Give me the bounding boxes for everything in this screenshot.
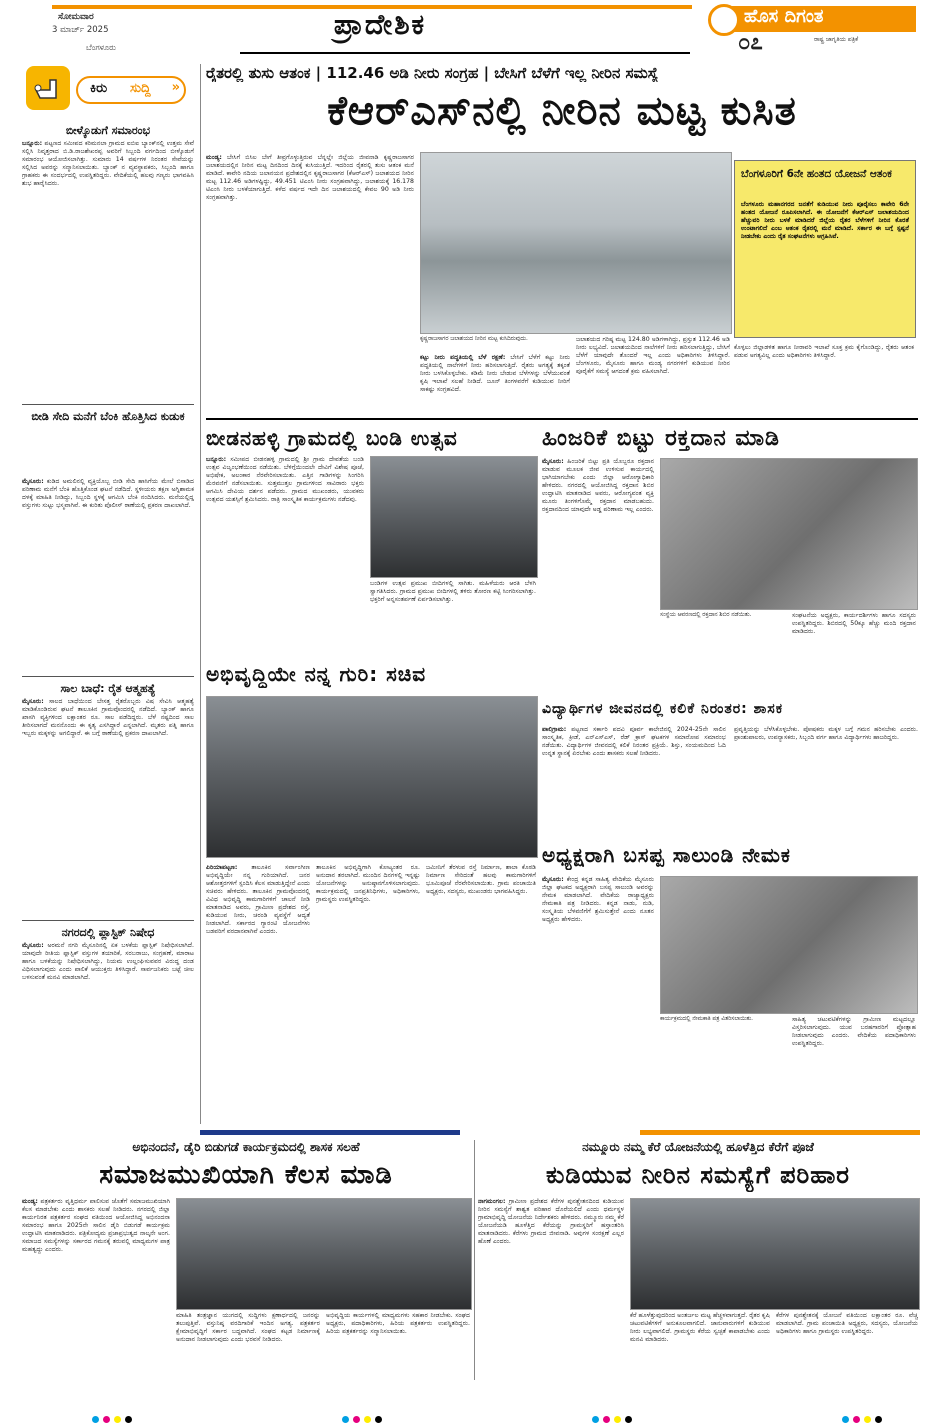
blood-photo-caption: ಸಂಸ್ಥೆಯ ಆವರಣದಲ್ಲಿ ರಕ್ತದಾನ ಶಿಬಿರ ನಡೆಯಿತು. — [660, 612, 752, 618]
kirusuddi-header — [26, 66, 186, 110]
samaja-kicker: ಅಭಿನಂದನೆ, ಡೈರಿ ಬಿಡುಗಡೆ ಕಾರ್ಯಕ್ರಮದಲ್ಲಿ ಶಾಸಕ ಸಲಹೆ — [132, 1140, 360, 1154]
registration-marks-center — [340, 1408, 384, 1427]
box-body: ಬೆಂಗಳೂರು ಮಹಾನಗರದ ಜನತೆಗೆ ಕುಡಿಯುವ ನೀರು ಪೂರೈಸಲು ಕಾವೇರಿ 6ನೇ ಹಂತದ ಯೋಜನೆ ರೂಪಿಸಲಾಗಿದೆ. ಈ ಯೋಜನೆಗೆ ಕೆಆರ್‌ಎಸ್ ಜಲಾಶಯದಿಂದ ಹೆಚ್ಚುವರಿ ನೀರು ಬಳಕೆ ಮಾಡಿದರೆ ಜಿಲ್ಲೆಯ ರೈತರ ಬೆಳೆಗಳಿಗೆ ನೀರಿನ ಕೊರತೆ ಉಂಟಾಗಲಿದೆ ಎಂಬ ಆತಂಕ ರೈತರಲ್ಲಿ ಮನೆ ಮಾಡಿದೆ. ಸರ್ಕಾರ ಈ ಬಗ್ಗೆ ಸ್ಪಷ್ಟನೆ ನೀಡಬೇಕು ಎಂದು ರೈತ ಸಂಘಟನೆಗಳು ಆಗ್ರಹಿಸಿವೆ. — [741, 201, 909, 240]
kiru-item-headline: ಬೀಡಿ ಸೇದಿ ಮನೆಗೆ ಬೆಂಕಿ ಹೊತ್ತಿಸಿದ ಕುಡುಕ — [31, 410, 185, 423]
adhyaksha-headline: ಅಧ್ಯಕ್ಷರಾಗಿ ಬಸಪ್ಪ ಸಾಲುಂಡಿ ನೇಮಕ — [542, 843, 791, 867]
yellow-dot — [364, 1416, 371, 1423]
registration-marks-left — [90, 1408, 134, 1427]
paper-tagline: ರಾಷ್ಟ್ರ ಜಾಗೃತಿಯ ಪತ್ರಿಕೆ — [814, 36, 859, 43]
kere-headline: ಕುಡಿಯುವ ನೀರಿನ ಸಮಸ್ಯೆಗೆ ಪರಿಹಾರ — [545, 1161, 851, 1189]
magenta-dot — [853, 1416, 860, 1423]
adhyaksha-body: ಸಾಹಿತ್ಯ ಚಟುವಟಿಕೆಗಳನ್ನು ಗ್ರಾಮೀಣ ಮಟ್ಟದಲ್ಲೂ ವಿಸ್ತರಿಸಲಾಗುವುದು. ಯುವ ಬರಹಗಾರರಿಗೆ ಪ್ರೋತ್ಸಾಹ ನೀಡಲಾಗುವುದು ಎಂದರು. ವೇದಿಕೆಯ ಪದಾಧಿಕಾರಿಗಳು ಉಪಸ್ಥಿತರಿದ್ದರು. — [792, 1016, 916, 1047]
adhyaksha-text — [542, 876, 654, 1118]
adhyaksha-body: ಕೇಂದ್ರ ಕನ್ನಡ ಸಾಹಿತ್ಯ ವೇದಿಕೆಯ ಮೈಸೂರು ಜಿಲ್ಲಾ ಘಟಕದ ಅಧ್ಯಕ್ಷರಾಗಿ ಬಸಪ್ಪ ಸಾಲುಂಡಿ ಅವರನ್ನು ನೇಮಕ ಮಾಡಲಾಗಿದೆ. ವೇದಿಕೆಯ ರಾಜ್ಯಾಧ್ಯಕ್ಷರು ನೇಮಕಾತಿ ಪತ್ರ ನೀಡಿದರು. ಕನ್ನಡ ನಾಡು, ನುಡಿ, ಸಂಸ್ಕೃತಿಯ ಬೆಳವಣಿಗೆಗೆ ಶ್ರಮಿಸುತ್ತೇನೆ ಎಂದು ನೂತನ ಅಧ್ಯಕ್ಷರು ಹೇಳಿದರು. — [542, 876, 654, 923]
lead-body: ಬೇಸಿಗೆ ಬಿಸಿಲ ಬೇಗೆ ತೀವ್ರಗೊಳ್ಳುತ್ತಿರುವ ಬೆನ್ನಲ್ಲೇ ಜಿಲ್ಲೆಯ ಜೀವನಾಡಿ ಕೃಷ್ಣರಾಜಸಾಗರ ಜಲಾಶಯದಲ್ಲಿನ ನೀರಿನ ಮಟ್ಟ ದಿನದಿಂದ ದಿನಕ್ಕೆ ಕುಸಿಯುತ್ತಿದೆ. ಇದರಿಂದ ರೈತರಲ್ಲಿ ತುಸು ಆತಂಕ ಮನೆ ಮಾಡಿದೆ. ಕಾವೇರಿ ನದಿಯ ಜಲಾನಯನ ಪ್ರದೇಶದಲ್ಲಿನ ಕೃಷ್ಣರಾಜಸಾಗರ (ಕೆಆರ್‌ಎಸ್) ಜಲಾಶಯದ ನೀರಿನ ಮಟ್ಟ 112.46 ಅಡಿಗಳಷ್ಟಿದ್ದು, 49.451 ಟಿಎಂಸಿ ನೀರು ಸಂಗ್ರಹವಾಗಿದ್ದು, ಜಲಾಶಯಕ್ಕೆ 16.178 ಟಿಎಂಸಿ ನೀರು ಬಳಕೆಯಾಗುತ್ತಿದೆ. ಕಳೆದ ವರ್ಷದ ಇದೇ ದಿನ ಜಲಾಶಯದಲ್ಲಿ ಕೇವಲ 90 ಅಡಿ ನೀರು ಸಂಗ್ರಹವಾಗಿತ್ತು. — [206, 154, 414, 201]
abhi-body: ತಾಲೂಕಿನ ಅಭಿವೃದ್ಧಿಗಾಗಿ ಕೋಟ್ಯಂತರ ರೂ. ಅನುದಾನ ತರಲಾಗಿದೆ. ಮುಂದಿನ ದಿನಗಳಲ್ಲಿ ಇನ್ನಷ್ಟು ಯೋಜನೆಗಳನ್ನು ಅನುಷ್ಠಾನಗೊಳಿಸಲಾಗುವುದು. ಕಾರ್ಯಕ್ರಮದಲ್ಲಿ ಜನಪ್ರತಿನಿಧಿಗಳು, ಅಧಿಕಾರಿಗಳು, ಗ್ರಾಮಸ್ಥರು ಉಪಸ್ಥಿತರಿದ್ದರು. — [316, 864, 420, 903]
samaja-text — [22, 1198, 170, 1374]
column-rule — [200, 64, 201, 1124]
magenta-dot — [353, 1416, 360, 1423]
lead-body: ಜಲಾಶಯದ ಗರಿಷ್ಠ ಮಟ್ಟ 124.80 ಅಡಿಗಳಾಗಿದ್ದು, ಪ್ರಸ್ತುತ 112.46 ಅಡಿ ನೀರು ಲಭ್ಯವಿದೆ. ಜಲಾಶಯದಿಂದ ನಾಲೆಗಳಿಗೆ ನೀರು ಹರಿಸಲಾಗುತ್ತಿದ್ದು, ಬೇಸಿಗೆ ಬೆಳೆಗೆ ಯಾವುದೇ ತೊಂದರೆ ಇಲ್ಲ ಎಂದು ಅಧಿಕಾರಿಗಳು ತಿಳಿಸಿದ್ದಾರೆ. ಬೆಂಗಳೂರು, ಮೈಸೂರು ಹಾಗೂ ಮಂಡ್ಯ ನಗರಗಳಿಗೆ ಕುಡಿಯುವ ನೀರಿನ ಪೂರೈಕೆಗೆ ಸಮಸ್ಯೆ ಆಗದಂತೆ ಕ್ರಮ ವಹಿಸಲಾಗಿದೆ. — [576, 336, 730, 375]
kiru-item-dateline: ಬನ್ನೂರು: — [22, 140, 43, 147]
abhi-text — [316, 864, 420, 1118]
masthead-city: ಬೆಂಗಳೂರು — [86, 43, 116, 52]
blood-headline: ಹಿಂಜರಿಕೆ ಬಿಟ್ಟು ರಕ್ತದಾನ ಮಾಡಿ — [542, 426, 780, 451]
bandi-story — [206, 424, 536, 654]
blood-text — [792, 612, 916, 688]
kere-story — [478, 1140, 918, 1380]
cyan-dot — [842, 1416, 849, 1423]
lead-dateline: ಮಂಡ್ಯ: — [206, 154, 222, 161]
black-dot — [875, 1416, 882, 1423]
box-title: ಬೆಂಗಳೂರಿಗೆ 6ನೇ ಹಂತದ ಯೋಜನೆ ಆತಂಕ — [741, 168, 892, 180]
page-number: ೦೭ — [738, 30, 763, 55]
paper-name: ಹೊಸ ದಿಗಂತ — [744, 6, 824, 27]
lead-text — [420, 354, 570, 414]
samaja-story — [22, 1140, 470, 1380]
lead-photo-caption: ಕೃಷ್ಣರಾಜಸಾಗರ ಜಲಾಶಯದ ನೀರಿನ ಮಟ್ಟ ಕುಸಿದಿರುವುದು. — [420, 336, 528, 342]
masthead — [0, 0, 945, 60]
kere-kicker: ನಮ್ಮೂರು ನಮ್ಮ ಕೆರೆ ಯೋಜನೆಯಲ್ಲಿ ಹೂಳೆತ್ತಿದ ಕೆರೆಗೆ ಪೂಜೆ — [582, 1140, 814, 1154]
dam-photo — [420, 152, 732, 334]
cyan-dot — [342, 1416, 349, 1423]
kiru-item-headline: ಬೀಳ್ಕೊಡುಗೆ ಸಮಾರಂಭ — [65, 124, 151, 137]
bandi-text — [206, 456, 364, 648]
kiru-item-body: ಅರಮನೆ ನಗರಿ ಮೈಸೂರಿನಲ್ಲಿ ಏಕ ಬಳಕೆಯ ಪ್ಲಾಸ್ಟಿಕ್ ನಿಷೇಧಿಸಲಾಗಿದೆ. ಯಾವುದೇ ರೀತಿಯ ಪ್ಲಾಸ್ಟಿಕ್ ವಸ್ತುಗಳ ತಯಾರಿಕೆ, ಸರಬರಾಜು, ಸಂಗ್ರಹಣೆ, ಮಾರಾಟ ಹಾಗೂ ಬಳಕೆಯನ್ನು ನಿಷೇಧಿಸಲಾಗಿದ್ದು, ನಿಯಮ ಉಲ್ಲಂಘಿಸುವವರ ವಿರುದ್ಧ ದಂಡ ವಿಧಿಸಲಾಗುವುದು ಎಂದು ಪಾಲಿಕೆ ಆಯುಕ್ತರು ತಿಳಿಸಿದ್ದಾರೆ. ಸಾರ್ವಜನಿಕರು ಬಟ್ಟೆ ಚೀಲ ಬಳಸುವಂತೆ ಮನವಿ ಮಾಡಲಾಗಿದೆ. — [22, 942, 194, 981]
samaja-headline: ಸಮಾಜಮುಖಿಯಾಗಿ ಕೆಲಸ ಮಾಡಿ — [99, 1160, 393, 1190]
lead-text — [206, 154, 414, 412]
kere-body: ಗ್ರಾಮೀಣ ಪ್ರದೇಶದ ಕೆರೆಗಳ ಪುನಶ್ಚೇತನದಿಂದ ಕುಡಿಯುವ ನೀರಿನ ಸಮಸ್ಯೆಗೆ ಶಾಶ್ವತ ಪರಿಹಾರ ದೊರೆಯಲಿದೆ ಎಂದು ಧರ್ಮಸ್ಥಳ ಗ್ರಾಮಾಭಿವೃದ್ಧಿ ಯೋಜನೆಯ ನಿರ್ದೇಶಕರು ಹೇಳಿದರು. ನಮ್ಮೂರು ನಮ್ಮ ಕೆರೆ ಯೋಜನೆಯಡಿ ಹೂಳೆತ್ತಿದ ಕೆರೆಯನ್ನು ಗ್ರಾಮಸ್ಥರಿಗೆ ಹಸ್ತಾಂತರಿಸಿ ಮಾತನಾಡಿದರು. ಕೆರೆಗಳು ಗ್ರಾಮದ ಜೀವನಾಡಿ. ಅವುಗಳ ಸಂರಕ್ಷಣೆ ಎಲ್ಲರ ಹೊಣೆ ಎಂದರು. — [478, 1198, 624, 1245]
column-rule — [474, 1140, 475, 1380]
blood-story — [542, 424, 918, 694]
yellow-dot — [864, 1416, 871, 1423]
vidya-text — [734, 726, 918, 828]
bandi-headline: ಬೀಡನಹಳ್ಳಿ ಗ್ರಾಮದಲ್ಲಿ ಬಂಡಿ ಉತ್ಸವ — [206, 426, 458, 450]
vidya-dateline: ಪಾಲಿಗ್ರಾಮ: — [542, 726, 567, 733]
kiru-item-text — [22, 478, 194, 674]
lead-subhead: ಕಟ್ಟು ನೀರು ಪದ್ಧತಿಯಲ್ಲಿ ಬೆಳೆ ರಕ್ಷಣೆ: — [420, 354, 506, 361]
abhi-story — [206, 660, 536, 1124]
kiru-item-headline: ಸಾಲ ಬಾಧೆ: ರೈತ ಆತ್ಮಹತ್ಯೆ — [60, 682, 156, 695]
kere-body: ಕೆರೆ ಹೂಳೆತ್ತುವುದರಿಂದ ಅಂತರ್ಜಲ ಮಟ್ಟ ಹೆಚ್ಚಳವಾಗುತ್ತದೆ. ರೈತರ ಕೃಷಿ ಚಟುವಟಿಕೆಗಳಿಗೆ ಅನುಕೂಲವಾಗಲಿದೆ. ಜಾನುವಾರುಗಳಿಗೆ ಕುಡಿಯುವ ನೀರು ಲಭ್ಯವಾಗಲಿದೆ. ಗ್ರಾಮಸ್ಥರು ಕೆರೆಯ ಸ್ವಚ್ಛತೆ ಕಾಪಾಡಬೇಕು ಎಂದು ಮನವಿ ಮಾಡಿದರು. — [630, 1312, 770, 1343]
lead-story — [206, 64, 918, 424]
chevron-right-icon: » — [171, 80, 180, 95]
section-title: ಪ್ರಾದೇಶಿಕ — [333, 8, 427, 41]
kiru-item-dateline: ಮೈಸೂರು: — [22, 942, 44, 949]
kiru-item-body: ಸಾಲದ ಬಾಧೆಯಿಂದ ಬೇಸತ್ತ ರೈತರೊಬ್ಬರು ವಿಷ ಸೇವಿಸಿ ಆತ್ಮಹತ್ಯೆ ಮಾಡಿಕೊಂಡಿರುವ ಘಟನೆ ತಾಲೂಕಿನ ಗ್ರಾಮವೊಂದರಲ್ಲಿ ನಡೆದಿದೆ. ಬ್ಯಾಂಕ್ ಹಾಗೂ ಖಾಸಗಿ ವ್ಯಕ್ತಿಗಳಿಂದ ಲಕ್ಷಾಂತರ ರೂ. ಸಾಲ ಪಡೆದಿದ್ದರು. ಬೆಳೆ ನಷ್ಟದಿಂದ ಸಾಲ ತೀರಿಸಲಾಗದೆ ಮನನೊಂದು ಈ ಕೃತ್ಯ ಎಸಗಿದ್ದಾರೆ ಎನ್ನಲಾಗಿದೆ. ಮೃತರು ಪತ್ನಿ ಹಾಗೂ ಇಬ್ಬರು ಮಕ್ಕಳನ್ನು ಅಗಲಿದ್ದಾರೆ. ಈ ಬಗ್ಗೆ ಠಾಣೆಯಲ್ಲಿ ಪ್ರಕರಣ ದಾಖಲಾಗಿದೆ. — [22, 698, 194, 737]
sun-icon — [708, 4, 740, 36]
bandi-body: ಸಮೀಪದ ಬೀಡನಹಳ್ಳಿ ಗ್ರಾಮದಲ್ಲಿ ಶ್ರೀ ಗ್ರಾಮ ದೇವತೆಯ ಬಂಡಿ ಉತ್ಸವ ವಿಜೃಂಭಣೆಯಿಂದ ನಡೆಯಿತು. ಬೆಳಿಗ್ಗೆಯಿಂದಲೇ ದೇವಿಗೆ ವಿಶೇಷ ಪೂಜೆ, ಅಭಿಷೇಕ, ಅಲಂಕಾರ ನೆರವೇರಿಸಲಾಯಿತು. ಎತ್ತಿನ ಗಾಡಿಗಳನ್ನು ಸಿಂಗರಿಸಿ ಮೆರವಣಿಗೆ ನಡೆಸಲಾಯಿತು. ಸುತ್ತಮುತ್ತಲ ಗ್ರಾಮಗಳಿಂದ ಸಾವಿರಾರು ಭಕ್ತರು ಆಗಮಿಸಿ ದೇವಿಯ ದರ್ಶನ ಪಡೆದರು. ಗ್ರಾಮದ ಮುಖಂಡರು, ಯುವಕರು ಉತ್ಸವದ ಯಶಸ್ಸಿಗೆ ಶ್ರಮಿಸಿದರು. ರಾತ್ರಿ ಸಾಂಸ್ಕೃತಿಕ ಕಾರ್ಯಕ್ರಮಗಳು ನಡೆದವು. — [206, 456, 364, 503]
samaja-body: ಅಭಿವೃದ್ಧಿಯ ಕಾರ್ಯಗಳಲ್ಲಿ ಮಾಧ್ಯಮಗಳು ಸಹಕಾರ ನೀಡಬೇಕು. ಸಂಘದ ಅಧ್ಯಕ್ಷರು, ಪದಾಧಿಕಾರಿಗಳು, ಹಿರಿಯ ಪತ್ರಕರ್ತರು ಉಪಸ್ಥಿತರಿದ್ದರು. ಹಿರಿಯ ಪತ್ರಕರ್ತರನ್ನು ಸನ್ಮಾನಿಸಲಾಯಿತು. — [326, 1312, 470, 1335]
kere-text — [630, 1312, 770, 1374]
blood-donation-photo — [660, 458, 918, 610]
bandi-body: ಬಂಡಿಗಳ ಉತ್ಸವ ಪ್ರಮುಖ ಬೀದಿಗಳಲ್ಲಿ ಸಾಗಿತು. ಮಹಿಳೆಯರು ಆರತಿ ಬೆಳಗಿ ಸ್ವಾಗತಿಸಿದರು. ಗ್ರಾಮದ ಪ್ರಮುಖ ಬೀದಿಗಳಲ್ಲಿ ತಳಿರು ತೋರಣ ಕಟ್ಟಿ ಸಿಂಗರಿಸಲಾಗಿತ್ತು. ಭಕ್ತರಿಗೆ ಅನ್ನಸಂತರ್ಪಣೆ ಏರ್ಪಡಿಸಲಾಗಿತ್ತು. — [370, 580, 536, 603]
separator-bar-orange — [640, 1130, 920, 1135]
kere-text — [478, 1198, 624, 1374]
separator-bar-blue — [200, 1130, 460, 1135]
kiru-item-body: ಪಟ್ಟಣದ ಸಮೀಪದ ಕರಿಮನಲಾ ಗ್ರಾಮದ ಐಬಿಐ ಬ್ಯಾಂಕ್‌ನಲ್ಲಿ ಉತ್ತಮ ಸೇವೆ ಸಲ್ಲಿಸಿ ನಿವೃತ್ತರಾದ ಬಿ.ಡಿ.ರಾಜಶೇಖರಪ್ಪ ಅವರಿಗೆ ಸಿಬ್ಬಂದಿ ವರ್ಗದಿಂದ ಬೀಳ್ಕೊಡುಗೆ ಸಮಾರಂಭ ಆಯೋಜಿಸಲಾಗಿತ್ತು. ಸುಮಾರು 14 ವರ್ಷಗಳ ನಿರಂತರ ಸೇವೆಯನ್ನು ಸಲ್ಲಿಸಿದ ಅವರನ್ನು ಸನ್ಮಾನಿಸಲಾಯಿತು. ಬ್ಯಾಂಕ್ ನ ವ್ಯವಸ್ಥಾಪಕರು, ಸಿಬ್ಬಂದಿ ಹಾಗೂ ಗ್ರಾಹಕರು ಈ ಸಂದರ್ಭದಲ್ಲಿ ಉಪಸ್ಥಿತರಿದ್ದರು. ವೇದಿಕೆಯಲ್ಲಿ ಹಲವು ಗಣ್ಯರು ಭಾಗವಹಿಸಿ ಶುಭ ಹಾರೈಸಿದರು. — [22, 140, 194, 187]
vidya-body: ಪಟ್ಟಣದ ಸರ್ಕಾರಿ ಪದವಿ ಪೂರ್ವ ಕಾಲೇಜಿನಲ್ಲಿ 2024-25ನೇ ಸಾಲಿನ ಸಾಂಸ್ಕೃತಿಕ, ಕ್ರೀಡೆ, ಎನ್‌ಎಸ್‌ಎಸ್, ರೆಡ್ ಕ್ರಾಸ್ ಘಟಕಗಳ ಸಮಾರೋಪ ಸಮಾರಂಭ ನಡೆಯಿತು. ವಿದ್ಯಾರ್ಥಿಗಳ ಜೀವನದಲ್ಲಿ ಕಲಿಕೆ ನಿರಂತರ ಪ್ರಕ್ರಿಯೆ. ಶಿಸ್ತು, ಸಂಯಮದಿಂದ ಓದಿ ಉನ್ನತ ಸ್ಥಾನಕ್ಕೆ ಏರಬೇಕು ಎಂದು ಶಾಸಕರು ಸಲಹೆ ನೀಡಿದರು. — [542, 726, 726, 757]
kirusuddi-label: ಕಿರು — [90, 81, 108, 96]
divider — [22, 676, 194, 677]
appointment-photo — [660, 876, 918, 1014]
kiru-item-body: ಕುಡಿದ ಅಮಲಿನಲ್ಲಿ ವ್ಯಕ್ತಿಯೊಬ್ಬ ಬೀಡಿ ಸೇದಿ ಹಾಸಿಗೆಯ ಮೇಲೆ ಬಿಸಾಡಿದ ಪರಿಣಾಮ ಮನೆಗೆ ಬೆಂಕಿ ಹೊತ್ತಿಕೊಂಡ ಘಟನೆ ನಡೆದಿದೆ. ಸ್ಥಳೀಯರು ತಕ್ಷಣ ಅಗ್ನಿಶಾಮಕ ದಳಕ್ಕೆ ಮಾಹಿತಿ ನೀಡಿದ್ದು, ಸಿಬ್ಬಂದಿ ಸ್ಥಳಕ್ಕೆ ಆಗಮಿಸಿ ಬೆಂಕಿ ನಂದಿಸಿದರು. ಮನೆಯಲ್ಲಿದ್ದ ವಸ್ತುಗಳು ಸುಟ್ಟು ಭಸ್ಮವಾಗಿವೆ. ಈ ಕುರಿತು ಪೊಲೀಸ್ ಠಾಣೆಯಲ್ಲಿ ಪ್ರಕರಣ ದಾಖಲಾಗಿದೆ. — [22, 478, 194, 509]
lead-headline: ಕೆಆರ್‌ಎಸ್‌ನಲ್ಲಿ ನೀರಿನ ಮಟ್ಟ ಕುಸಿತ — [327, 88, 797, 134]
yellow-dot — [614, 1416, 621, 1423]
divider — [206, 418, 918, 420]
kiru-item-text — [22, 698, 194, 916]
divider — [22, 404, 194, 405]
section-underline — [240, 52, 690, 54]
abhi-headline: ಅಭಿವೃದ್ಧಿಯೇ ನನ್ನ ಗುರಿ: ಸಚಿವ — [206, 662, 427, 686]
bandi-text — [370, 580, 536, 648]
samaja-text — [326, 1312, 470, 1374]
kiru-item-headline: ನಗರದಲ್ಲಿ ಪ್ಲಾಸ್ಟಿಕ್ ನಿಷೇಧ — [61, 926, 155, 939]
blood-text — [542, 458, 654, 688]
lake-puja-photo — [630, 1198, 920, 1310]
lead-text — [576, 336, 730, 414]
festival-photo — [370, 456, 538, 578]
kirusuddi-label2: ಸುದ್ದಿ — [130, 81, 151, 96]
kiru-item-dateline: ಮೈಸೂರು: — [22, 698, 44, 705]
lead-text — [734, 344, 914, 414]
abhi-text — [426, 864, 536, 1118]
cyan-dot — [92, 1416, 99, 1423]
vidya-story — [542, 698, 918, 834]
adhyaksha-dateline: ಮೈಸೂರು: — [542, 876, 564, 883]
samaja-text — [176, 1312, 320, 1374]
minister-event-photo — [206, 696, 538, 858]
registration-marks-far-right — [840, 1408, 884, 1427]
adhyaksha-story — [542, 840, 918, 1124]
black-dot — [125, 1416, 132, 1423]
abhi-text — [206, 864, 310, 1118]
samaja-dateline: ಮಂಡ್ಯ: — [22, 1198, 38, 1205]
yellow-dot — [114, 1416, 121, 1423]
masthead-day: ಸೋಮವಾರ — [58, 12, 94, 22]
blood-body: ಹಿಂಜರಿಕೆ ಬಿಟ್ಟು ಪ್ರತಿ ಯೊಬ್ಬರೂ ರಕ್ತದಾನ ಮಾಡುವ ಮೂಲಕ ಜೀವ ಉಳಿಸುವ ಕಾರ್ಯದಲ್ಲಿ ಭಾಗಿಯಾಗಬೇಕು ಎಂದು ಜಿಲ್ಲಾ ಆರೋಗ್ಯಾಧಿಕಾರಿ ಹೇಳಿದರು. ನಗರದಲ್ಲಿ ಆಯೋಜಿಸಿದ್ದ ರಕ್ತದಾನ ಶಿಬಿರ ಉದ್ಘಾಟಿಸಿ ಮಾತನಾಡಿದ ಅವರು, ಆರೋಗ್ಯವಂತ ವ್ಯಕ್ತಿ ಮೂರು ತಿಂಗಳಿಗೊಮ್ಮೆ ರಕ್ತದಾನ ಮಾಡಬಹುದು. ರಕ್ತದಾನದಿಂದ ಯಾವುದೇ ಅಡ್ಡ ಪರಿಣಾಮ ಇಲ್ಲ ಎಂದರು. — [542, 458, 654, 513]
kere-dateline: ನಾಗಮಂಗಲ: — [478, 1198, 506, 1205]
abhi-body: ಜಮೀನಿಗೆ ತೆರಳುವ ರಸ್ತೆ ನಿರ್ಮಾಣ, ಶಾಲಾ ಕೊಠಡಿ ನಿರ್ಮಾಣ ಸೇರಿದಂತೆ ಹಲವು ಕಾಮಗಾರಿಗಳಿಗೆ ಭೂಮಿಪೂಜೆ ನೆರವೇರಿಸಲಾಯಿತು. ಗ್ರಾಮ ಪಂಚಾಯಿತಿ ಅಧ್ಯಕ್ಷರು, ಸದಸ್ಯರು, ಮುಖಂಡರು ಭಾಗವಹಿಸಿದ್ದರು. — [426, 864, 536, 895]
blood-body: ಸಂಘಟನೆಯ ಅಧ್ಯಕ್ಷರು, ಕಾರ್ಯದರ್ಶಿಗಳು ಹಾಗೂ ಸದಸ್ಯರು ಉಪಸ್ಥಿತರಿದ್ದರು. ಶಿಬಿರದಲ್ಲಿ 50ಕ್ಕೂ ಹೆಚ್ಚು ಮಂದಿ ರಕ್ತದಾನ ಮಾಡಿದರು. — [792, 612, 916, 635]
kiru-item-text — [22, 140, 194, 402]
magenta-dot — [103, 1416, 110, 1423]
cyan-dot — [592, 1416, 599, 1423]
vidya-headline: ವಿದ್ಯಾರ್ಥಿಗಳ ಜೀವನದಲ್ಲಿ ಕಲಿಕೆ ನಿರಂತರ: ಶಾಸಕ — [542, 701, 783, 717]
lead-body: ಬೇಸಿಗೆ ಬೆಳೆಗೆ ಕಟ್ಟು ನೀರು ಪದ್ಧತಿಯಲ್ಲಿ ನಾಲೆಗಳಿಗೆ ನೀರು ಹರಿಸಲಾಗುತ್ತಿದೆ. ರೈತರು ಅಗತ್ಯಕ್ಕೆ ತಕ್ಕಂತೆ ನೀರು ಬಳಸಿಕೊಳ್ಳಬೇಕು. ಕಡಿಮೆ ನೀರು ಬೇಡುವ ಬೆಳೆಗಳನ್ನು ಬೆಳೆಯುವಂತೆ ಕೃಷಿ ಇಲಾಖೆ ಸಲಹೆ ನೀಡಿದೆ. ಜೂನ್ ತಿಂಗಳವರೆಗೆ ಕುಡಿಯುವ ನೀರಿಗೆ ಸಾಕಷ್ಟು ಸಂಗ್ರಹವಿದೆ. — [420, 354, 570, 393]
kiru-item-dateline: ಮೈಸೂರು: — [22, 478, 44, 485]
press-event-photo — [176, 1198, 472, 1310]
abhi-dateline: ಪಿರಿಯಾಪಟ್ಟಣ: — [206, 864, 238, 871]
abhi-body: ತಾಲೂಕಿನ ಸರ್ವಾಂಗೀಣ ಅಭಿವೃದ್ಧಿಯೇ ನನ್ನ ಗುರಿಯಾಗಿದೆ. ಜನರ ಆಶೋತ್ತರಗಳಿಗೆ ಸ್ಪಂದಿಸಿ ಕೆಲಸ ಮಾಡುತ್ತಿದ್ದೇನೆ ಎಂದು ಸಚಿವರು ಹೇಳಿದರು. ತಾಲೂಕಿನ ಗ್ರಾಮವೊಂದರಲ್ಲಿ ವಿವಿಧ ಅಭಿವೃದ್ಧಿ ಕಾಮಗಾರಿಗಳಿಗೆ ಚಾಲನೆ ನೀಡಿ ಮಾತನಾಡಿದ ಅವರು, ಗ್ರಾಮೀಣ ಪ್ರದೇಶದ ರಸ್ತೆ, ಕುಡಿಯುವ ನೀರು, ಚರಂಡಿ ವ್ಯವಸ್ಥೆಗೆ ಆದ್ಯತೆ ನೀಡಲಾಗಿದೆ. ಸರ್ಕಾರದ ಗ್ಯಾರಂಟಿ ಯೋಜನೆಗಳು ಬಡವರಿಗೆ ವರದಾನವಾಗಿವೆ ಎಂದರು. — [206, 864, 310, 935]
vidya-text — [542, 726, 726, 828]
masthead-date: 3 ಮಾರ್ಚ್ 2025 — [52, 25, 109, 35]
lead-body: ಕೊಳ್ಳಲು ಜಿಲ್ಲಾಡಳಿತ ಹಾಗೂ ನೀರಾವರಿ ಇಲಾಖೆ ಸೂಕ್ತ ಕ್ರಮ ಕೈಗೊಂಡಿದ್ದು, ರೈತರು ಆತಂಕ ಪಡುವ ಅಗತ್ಯವಿಲ್ಲ ಎಂದು ಅಧಿಕಾರಿಗಳು ತಿಳಿಸಿದ್ದಾರೆ. — [734, 344, 914, 359]
kere-body: ಕೆರೆಗಳ ಪುನಶ್ಚೇತನಕ್ಕೆ ಯೋಜನೆ ವತಿಯಿಂದ ಲಕ್ಷಾಂತರ ರೂ. ವೆಚ್ಚ ಮಾಡಲಾಗಿದೆ. ಗ್ರಾಮ ಪಂಚಾಯಿತಿ ಅಧ್ಯಕ್ಷರು, ಸದಸ್ಯರು, ಯೋಜನೆಯ ಅಧಿಕಾರಿಗಳು ಹಾಗೂ ಗ್ರಾಮಸ್ಥರು ಉಪಸ್ಥಿತರಿದ್ದರು. — [776, 1312, 918, 1335]
samaja-body: ಪತ್ರಕರ್ತರು ವೃತ್ತಿಧರ್ಮ ಪಾಲಿಸುವ ಜೊತೆಗೆ ಸಮಾಜಮುಖಿಯಾಗಿ ಕೆಲಸ ಮಾಡಬೇಕು ಎಂದು ಶಾಸಕರು ಸಲಹೆ ನೀಡಿದರು. ನಗರದಲ್ಲಿ ಜಿಲ್ಲಾ ಕಾರ್ಯನಿರತ ಪತ್ರಕರ್ತರ ಸಂಘದ ವತಿಯಿಂದ ಆಯೋಜಿಸಿದ್ದ ಅಭಿನಂದನಾ ಸಮಾರಂಭ ಹಾಗೂ 2025ನೇ ಸಾಲಿನ ಡೈರಿ ಬಿಡುಗಡೆ ಕಾರ್ಯಕ್ರಮ ಉದ್ಘಾಟಿಸಿ ಮಾತನಾಡಿದರು. ಪತ್ರಿಕೋದ್ಯಮ ಪ್ರಜಾಪ್ರಭುತ್ವದ ನಾಲ್ಕನೇ ಅಂಗ. ಸಮಾಜದ ಸಮಸ್ಯೆಗಳನ್ನು ಸರ್ಕಾರದ ಗಮನಕ್ಕೆ ತರುವಲ್ಲಿ ಮಾಧ್ಯಮಗಳ ಪಾತ್ರ ಮಹತ್ವದ್ದು ಎಂದರು. — [22, 1198, 170, 1253]
paper-logo — [702, 2, 922, 58]
kirusuddi-label-box — [76, 76, 186, 104]
magenta-dot — [603, 1416, 610, 1423]
bengaluru-box — [734, 160, 916, 338]
divider — [22, 920, 194, 921]
lead-kicker: ರೈತರಲ್ಲಿ ತುಸು ಆತಂಕ | 112.46 ಅಡಿ ನೀರು ಸಂಗ್ರಹ | ಬೇಸಿಗೆ ಬೆಳೆಗೆ ಇಲ್ಲ ನೀರಿನ ಸಮಸ್ಯೆ — [206, 64, 659, 82]
black-dot — [625, 1416, 632, 1423]
samaja-body: ಮಾಹಿತಿ ತಂತ್ರಜ್ಞಾನ ಯುಗದಲ್ಲಿ ಸುದ್ದಿಗಳು ಕ್ಷಣಾರ್ಧದಲ್ಲಿ ಜನರನ್ನು ತಲುಪುತ್ತಿವೆ. ವಸ್ತುನಿಷ್ಠ ವರದಿಗಾರಿಕೆ ಇಂದಿನ ಅಗತ್ಯ. ಪತ್ರಕರ್ತರ ಕ್ಷೇಮಾಭಿವೃದ್ಧಿಗೆ ಸರ್ಕಾರ ಬದ್ಧವಾಗಿದೆ. ಸಂಘದ ಕಟ್ಟಡ ನಿರ್ಮಾಣಕ್ಕೆ ಅನುದಾನ ನೀಡಲಾಗುವುದು ಎಂದು ಭರವಸೆ ನೀಡಿದರು. — [176, 1312, 320, 1343]
bandi-dateline: ಬನ್ನೂರು: — [206, 456, 227, 463]
registration-marks-right — [590, 1408, 634, 1427]
blood-dateline: ಮೈಸೂರು: — [542, 458, 564, 465]
finger-point-icon — [26, 66, 70, 110]
black-dot — [375, 1416, 382, 1423]
vidya-body: ಪ್ರವೃತ್ತಿಯನ್ನು ಬೆಳೆಸಿಕೊಳ್ಳಬೇಕು. ಪೋಷಕರು ಮಕ್ಕಳ ಬಗ್ಗೆ ಗಮನ ಹರಿಸಬೇಕು ಎಂದರು. ಪ್ರಾಂಶುಪಾಲರು, ಉಪನ್ಯಾಸಕರು, ಸಿಬ್ಬಂದಿ ವರ್ಗ ಹಾಗೂ ವಿದ್ಯಾರ್ಥಿಗಳು ಹಾಜರಿದ್ದರು. — [734, 726, 918, 741]
kere-text — [776, 1312, 918, 1374]
adhyaksha-text — [792, 1016, 916, 1118]
adhyaksha-photo-caption: ಕಾರ್ಯಕ್ರಮದಲ್ಲಿ ನೇಮಕಾತಿ ಪತ್ರ ವಿತರಿಸಲಾಯಿತು. — [660, 1016, 754, 1022]
